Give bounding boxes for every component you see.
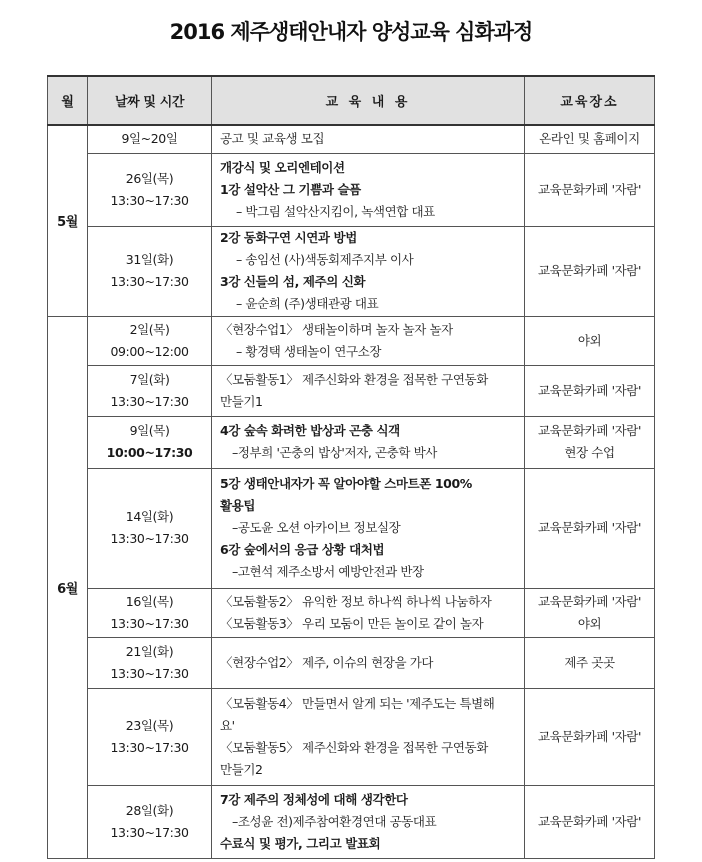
table-row <box>48 365 655 416</box>
content-cell <box>212 365 525 416</box>
place-text: 교육문화카페 '자람' <box>537 813 642 829</box>
time-text: 13:30~17:30 <box>110 274 189 289</box>
header-place: 교육장소 <box>525 76 655 125</box>
place-text: 교육문화카페 '자람' <box>537 423 642 438</box>
place-cell <box>525 416 655 468</box>
time-text: 13:30~17:30 <box>110 393 189 409</box>
table-row <box>48 688 655 785</box>
content-cell <box>212 785 525 858</box>
date-text: 26일(목) <box>125 170 174 186</box>
content-line: –정부희 '곤충의 밥상'저자, 곤충학 박사 <box>232 445 437 460</box>
date-cell <box>88 316 212 365</box>
date-cell <box>88 637 212 688</box>
content-line: 〈모둠활동4〉 만들면서 알게 되는 '제주도는 특별해 <box>220 695 495 711</box>
content-line: 〈모둠활동5〉 제주신화와 환경을 접목한 구연동화 <box>220 739 488 755</box>
date-cell <box>88 588 212 637</box>
date-text: 28일(화) <box>125 802 174 818</box>
date-text: 7일(화) <box>129 371 170 387</box>
place-text: 제주 곳곳 <box>564 654 615 670</box>
place-cell <box>525 688 655 785</box>
table-row <box>48 125 655 153</box>
table-row <box>48 588 655 637</box>
time-text: 09:00~12:00 <box>110 343 189 359</box>
place-text: 교육문화카페 '자람' <box>537 520 642 535</box>
content-line: – 송임선 (사)색동회제주지부 이사 <box>236 252 414 267</box>
place-text: 온라인 및 홈페이지 <box>539 131 640 147</box>
date-cell <box>88 153 212 226</box>
place-text: 교육문화카페 '자람' <box>537 181 642 197</box>
date-text: 14일(화) <box>125 509 174 524</box>
date-cell <box>88 416 212 468</box>
content-cell <box>212 316 525 365</box>
content-cell <box>212 153 525 226</box>
place-cell <box>525 468 655 588</box>
date-cell <box>88 226 212 316</box>
table-row <box>48 637 655 688</box>
table-header-row <box>48 76 655 125</box>
time-text: 10:00~17:30 <box>106 445 193 460</box>
schedule-table <box>47 75 655 859</box>
date-text: 2일(목) <box>129 321 170 337</box>
content-line: 〈모둠활동2〉 유익한 정보 하나씩 하나씩 나눔하자 <box>220 593 492 609</box>
content-line: 요' <box>220 717 235 733</box>
content-line: 6강 숲에서의 응급 상황 대처법 <box>220 542 385 557</box>
content-cell <box>212 125 525 153</box>
place-cell <box>525 365 655 416</box>
content-line: –조성윤 전)제주참여환경연대 공동대표 <box>232 813 437 829</box>
date-text: 21일(화) <box>125 643 174 659</box>
content-line: – 윤순희 (주)생태관광 대표 <box>236 296 379 311</box>
place-cell <box>525 153 655 226</box>
time-text: 13:30~17:30 <box>110 615 189 631</box>
content-cell <box>212 416 525 468</box>
place-text: 교육문화카페 '자람' <box>537 593 642 609</box>
table-row <box>48 416 655 468</box>
month-cell-may: 5월 <box>48 125 88 316</box>
date-text: 16일(목) <box>125 593 174 609</box>
content-cell <box>212 468 525 588</box>
header-content: 교 육 내 용 <box>212 76 525 125</box>
content-line: 3강 신들의 섬, 제주의 신화 <box>220 274 366 289</box>
place-cell <box>525 588 655 637</box>
content-line: 활용팁 <box>220 498 256 513</box>
content-line: 만들기1 <box>220 393 263 409</box>
content-line: 4강 숲속 화려한 밥상과 곤충 식객 <box>220 423 400 438</box>
month-cell-june: 6월 <box>48 316 88 858</box>
content-line: 1강 설악산 그 기쁨과 슬픔 <box>220 181 361 197</box>
time-text: 13:30~17:30 <box>110 739 189 755</box>
content-line: 수료식 및 평가, 그리고 발표회 <box>220 835 381 851</box>
content-line: 7강 제주의 정체성에 대해 생각한다 <box>220 791 408 807</box>
document-title: 2016 제주생태안내자 양성교육 심화과정 <box>169 20 533 44</box>
content-line: 〈현장수업1〉 생태놀이하며 놀자 놀자 놀자 <box>220 321 453 337</box>
content-line: 2강 동화구연 시연과 방법 <box>220 230 357 245</box>
content-line: 5강 생태안내자가 꼭 알아야할 스마트폰 100% <box>220 476 472 491</box>
time-text: 13:30~17:30 <box>110 665 189 681</box>
place-text: 교육문화카페 '자람' <box>537 382 642 398</box>
content-line: 〈현장수업2〉 제주, 이슈의 현장을 가다 <box>220 654 434 670</box>
header-date: 날짜 및 시간 <box>88 76 212 125</box>
date-text: 9일~20일 <box>121 131 178 147</box>
place-text: 야외 <box>577 332 602 348</box>
content-cell <box>212 226 525 316</box>
place-text: 야외 <box>577 615 602 631</box>
content-cell <box>212 588 525 637</box>
place-cell <box>525 226 655 316</box>
date-cell <box>88 365 212 416</box>
date-text: 31일(화) <box>125 252 174 267</box>
time-text: 13:30~17:30 <box>110 824 189 840</box>
date-cell <box>88 468 212 588</box>
table-row <box>48 153 655 226</box>
date-text: 9일(목) <box>129 423 170 438</box>
table-row <box>48 226 655 316</box>
date-cell <box>88 125 212 153</box>
time-text: 13:30~17:30 <box>110 531 189 546</box>
table-row <box>48 785 655 858</box>
date-cell <box>88 688 212 785</box>
time-text: 13:30~17:30 <box>110 192 189 208</box>
place-cell <box>525 316 655 365</box>
table-row <box>48 316 655 365</box>
header-month: 월 <box>48 76 88 125</box>
content-line: 개강식 및 오리엔테이션 <box>220 159 345 175</box>
date-text: 23일(목) <box>125 717 174 733</box>
content-cell <box>212 688 525 785</box>
content-line: – 박그림 설악산지킴이, 녹색연합 대표 <box>236 203 435 219</box>
place-text: 교육문화카페 '자람' <box>537 728 642 744</box>
place-text: 교육문화카페 '자람' <box>537 263 642 278</box>
table-row <box>48 468 655 588</box>
content-line: –고현석 제주소방서 예방안전과 반장 <box>232 564 424 579</box>
content-line: 공고 및 교육생 모집 <box>220 131 325 147</box>
content-line: – 황경택 생태놀이 연구소장 <box>236 343 381 359</box>
content-line: –공도윤 오션 아카이브 정보실장 <box>232 520 401 535</box>
place-cell <box>525 785 655 858</box>
place-text: 현장 수업 <box>564 445 615 460</box>
content-line: 〈모둠활동1〉 제주신화와 환경을 접목한 구연동화 <box>220 371 488 387</box>
content-cell <box>212 637 525 688</box>
content-line: 〈모둠활동3〉 우리 모둠이 만든 놀이로 같이 놀자 <box>220 615 484 631</box>
date-cell <box>88 785 212 858</box>
place-cell <box>525 125 655 153</box>
place-cell <box>525 637 655 688</box>
content-line: 만들기2 <box>220 761 263 777</box>
